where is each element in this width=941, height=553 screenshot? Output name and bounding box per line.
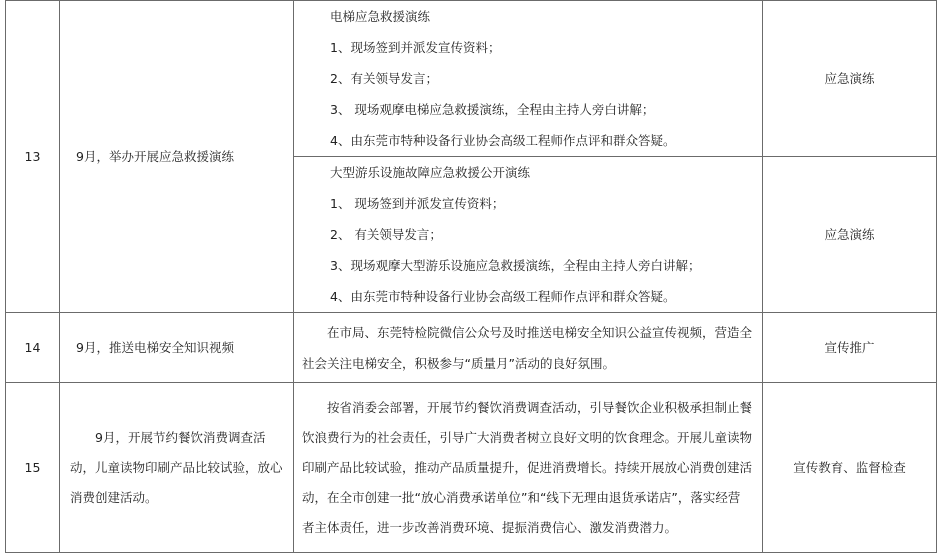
row-form: 宣传推广 — [763, 313, 937, 383]
step-text: 1、现场签到并派发宣传资料； — [330, 40, 501, 55]
row-content: 按省消委会部署，开展节约餐饮消费调查活动，引导餐饮企业积极承担制止餐饮浪费行为的社会责任，引导广大消费者树立良好文明的饮食理念。开展儿童读物印刷产品比较试验，推动产品质量提升，促进消费增长。持续开展放心消费创建活动，在全市创建一批“放心消费承诺单位”和“线下无理由退货承诺店”，落实经营者主体责任，进一步改善消费环境、提振消费信心、激发消费潜力。 — [294, 383, 763, 553]
step-text: 2、 有关领导发言； — [330, 227, 442, 242]
step-text: 4、由东莞市特种设备行业协会高级工程师作点评和群众答疑。 — [330, 289, 676, 304]
row-time: 9月，推送电梯安全知识视频 — [60, 313, 294, 383]
row-number: 14 — [6, 313, 60, 383]
row-content: 在市局、东莞特检院微信公众号及时推送电梯安全知识公益宣传视频，营造全社会关注电梯安全，积极参与“质量月”活动的良好氛围。 — [294, 313, 763, 383]
row-time: 9月，开展节约餐饮消费调查活动，儿童读物印刷产品比较试验，放心消费创建活动。 — [60, 383, 294, 553]
step-text: 1、 现场签到并派发宣传资料； — [330, 196, 505, 211]
row-form: 应急演练 — [763, 157, 937, 313]
table-row-14 — [6, 313, 937, 383]
activity-table — [5, 0, 937, 553]
row-content — [294, 1, 763, 157]
row-time: 9月，举办开展应急救援演练 — [60, 1, 294, 313]
table-row-13a — [6, 1, 937, 157]
row-number: 13 — [6, 1, 60, 313]
row-content — [294, 157, 763, 313]
step-text: 3、 现场观摩电梯应急救援演练，全程由主持人旁白讲解； — [330, 102, 655, 117]
row-number: 15 — [6, 383, 60, 553]
step-text: 4、由东莞市特种设备行业协会高级工程师作点评和群众答疑。 — [330, 133, 676, 148]
item-title: 电梯应急救援演练 — [330, 9, 431, 24]
table-row-15 — [6, 383, 937, 553]
item-title: 大型游乐设施故障应急救援公开演练 — [330, 165, 531, 180]
row-form: 应急演练 — [763, 1, 937, 157]
row-form: 宣传教育、监督检查 — [763, 383, 937, 553]
step-text: 3、现场观摩大型游乐设施应急救援演练，全程由主持人旁白讲解； — [330, 258, 701, 273]
step-text: 2、有关领导发言； — [330, 71, 438, 86]
